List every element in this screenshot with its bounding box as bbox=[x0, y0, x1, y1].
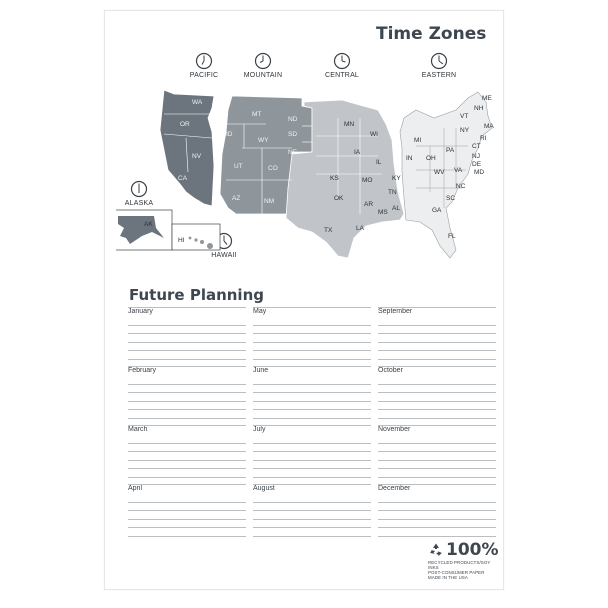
writing-line bbox=[253, 460, 371, 461]
future-planning-grid bbox=[128, 304, 496, 544]
svg-text:IN: IN bbox=[406, 155, 413, 162]
svg-text:AK: AK bbox=[144, 221, 153, 228]
writing-line bbox=[378, 342, 496, 343]
svg-text:WY: WY bbox=[258, 137, 269, 144]
writing-line bbox=[253, 468, 371, 469]
writing-line bbox=[378, 460, 496, 461]
month-block-june bbox=[253, 363, 371, 421]
writing-line bbox=[128, 392, 246, 393]
month-block-august bbox=[253, 481, 371, 539]
svg-text:OR: OR bbox=[180, 121, 190, 128]
month-block-september bbox=[378, 304, 496, 362]
svg-text:IL: IL bbox=[376, 159, 382, 166]
writing-line bbox=[378, 536, 496, 537]
writing-line bbox=[253, 536, 371, 537]
writing-line bbox=[253, 425, 371, 426]
writing-line bbox=[378, 333, 496, 334]
writing-line bbox=[253, 443, 371, 444]
writing-line bbox=[128, 536, 246, 537]
month-block-april bbox=[128, 481, 246, 539]
writing-line bbox=[128, 510, 246, 511]
writing-line bbox=[128, 409, 246, 410]
writing-line bbox=[128, 468, 246, 469]
writing-line bbox=[128, 325, 246, 326]
month-block-november bbox=[378, 422, 496, 480]
month-label: January bbox=[128, 308, 153, 315]
month-label: February bbox=[128, 367, 157, 374]
writing-line bbox=[253, 418, 371, 419]
writing-line bbox=[253, 519, 371, 520]
svg-text:KS: KS bbox=[330, 175, 339, 182]
svg-text:NJ: NJ bbox=[472, 153, 480, 160]
svg-text:CO: CO bbox=[268, 165, 278, 172]
writing-line bbox=[253, 392, 371, 393]
svg-text:WV: WV bbox=[434, 169, 445, 176]
writing-line bbox=[378, 418, 496, 419]
writing-line bbox=[128, 443, 246, 444]
writing-line bbox=[378, 484, 496, 485]
svg-text:HI: HI bbox=[178, 237, 185, 244]
eastern-clock bbox=[409, 52, 469, 79]
svg-text:CT: CT bbox=[472, 143, 481, 150]
svg-text:VT: VT bbox=[460, 113, 469, 120]
clock-label-mountain: MOUNTAIN bbox=[243, 72, 283, 79]
month-block-july bbox=[253, 422, 371, 480]
recycle-line-3: MADE IN THE USA bbox=[428, 575, 468, 580]
clock-icon bbox=[333, 52, 351, 70]
svg-text:NH: NH bbox=[474, 105, 484, 112]
writing-line bbox=[378, 519, 496, 520]
month-label: June bbox=[253, 367, 269, 374]
writing-line bbox=[378, 325, 496, 326]
writing-line bbox=[253, 451, 371, 452]
writing-line bbox=[378, 443, 496, 444]
month-block-october bbox=[378, 363, 496, 421]
month-label: April bbox=[128, 485, 143, 492]
month-label: September bbox=[378, 308, 413, 315]
svg-text:NY: NY bbox=[460, 127, 470, 134]
month-label: May bbox=[253, 308, 267, 315]
writing-line bbox=[378, 502, 496, 503]
writing-line bbox=[128, 460, 246, 461]
svg-text:MI: MI bbox=[414, 137, 422, 144]
month-label: October bbox=[378, 367, 403, 374]
month-label: July bbox=[253, 426, 266, 433]
writing-line bbox=[253, 342, 371, 343]
writing-line bbox=[378, 392, 496, 393]
writing-line bbox=[253, 401, 371, 402]
month-label: November bbox=[378, 426, 411, 433]
svg-text:NV: NV bbox=[192, 153, 202, 160]
writing-line bbox=[378, 401, 496, 402]
svg-text:TX: TX bbox=[324, 227, 333, 234]
month-block-march bbox=[128, 422, 246, 480]
month-label: August bbox=[253, 485, 275, 492]
clock-label-hawaii: HAWAII bbox=[211, 252, 237, 259]
writing-line bbox=[253, 350, 371, 351]
recycle-line-2: POST-CONSUMER PAPER bbox=[428, 570, 485, 575]
clock-icon bbox=[195, 52, 213, 70]
svg-text:KY: KY bbox=[392, 175, 401, 182]
pacific-zone bbox=[160, 90, 214, 206]
svg-text:UT: UT bbox=[234, 163, 243, 170]
writing-line bbox=[128, 307, 246, 308]
svg-text:ND: ND bbox=[288, 116, 298, 123]
month-label: March bbox=[128, 426, 148, 433]
writing-line bbox=[253, 409, 371, 410]
writing-line bbox=[128, 366, 246, 367]
svg-text:MO: MO bbox=[362, 177, 373, 184]
central-clock bbox=[312, 52, 372, 79]
svg-text:AL: AL bbox=[392, 205, 400, 212]
svg-text:MT: MT bbox=[252, 111, 262, 118]
svg-text:IA: IA bbox=[354, 149, 361, 156]
writing-line bbox=[253, 502, 371, 503]
writing-line bbox=[253, 477, 371, 478]
writing-line bbox=[128, 451, 246, 452]
recycle-icon bbox=[428, 542, 444, 558]
recycle-badge bbox=[428, 540, 500, 580]
svg-text:RI: RI bbox=[480, 135, 487, 142]
svg-text:WI: WI bbox=[370, 131, 378, 138]
writing-line bbox=[128, 477, 246, 478]
recycle-line-1: RECYCLED PRODUCTS/SOY INKS bbox=[428, 560, 491, 570]
svg-text:AZ: AZ bbox=[232, 195, 241, 202]
writing-line bbox=[378, 384, 496, 385]
svg-text:MD: MD bbox=[474, 169, 485, 176]
writing-line bbox=[128, 484, 246, 485]
clock-label-pacific: PACIFIC bbox=[189, 72, 219, 79]
month-block-december bbox=[378, 481, 496, 539]
svg-text:MN: MN bbox=[344, 121, 355, 128]
time-zones-title: Time Zones bbox=[376, 24, 487, 44]
writing-line bbox=[253, 325, 371, 326]
writing-line bbox=[378, 425, 496, 426]
writing-line bbox=[253, 366, 371, 367]
svg-text:CA: CA bbox=[178, 175, 188, 182]
svg-text:GA: GA bbox=[432, 207, 442, 214]
writing-line bbox=[253, 384, 371, 385]
writing-line bbox=[378, 527, 496, 528]
future-planning-title: Future Planning bbox=[129, 286, 264, 304]
svg-text:ID: ID bbox=[226, 131, 233, 138]
svg-text:NM: NM bbox=[264, 198, 275, 205]
clock-label-central: CENTRAL bbox=[324, 72, 360, 79]
month-block-january bbox=[128, 304, 246, 362]
writing-line bbox=[128, 401, 246, 402]
svg-text:OK: OK bbox=[334, 195, 344, 202]
recycle-percent: 100% bbox=[446, 540, 499, 560]
clock-icon bbox=[430, 52, 448, 70]
writing-line bbox=[128, 333, 246, 334]
writing-line bbox=[378, 307, 496, 308]
svg-text:MS: MS bbox=[378, 209, 388, 216]
svg-text:LA: LA bbox=[356, 225, 364, 232]
writing-line bbox=[128, 418, 246, 419]
writing-line bbox=[378, 451, 496, 452]
svg-text:NC: NC bbox=[456, 183, 466, 190]
writing-line bbox=[378, 350, 496, 351]
writing-line bbox=[378, 510, 496, 511]
writing-line bbox=[253, 484, 371, 485]
writing-line bbox=[128, 519, 246, 520]
writing-line bbox=[128, 359, 246, 360]
writing-line bbox=[128, 527, 246, 528]
svg-text:SC: SC bbox=[446, 195, 456, 202]
writing-line bbox=[378, 477, 496, 478]
writing-line bbox=[253, 333, 371, 334]
svg-text:WA: WA bbox=[192, 99, 203, 106]
writing-line bbox=[128, 425, 246, 426]
svg-text:MA: MA bbox=[484, 123, 494, 130]
svg-text:FL: FL bbox=[448, 233, 456, 240]
svg-text:TN: TN bbox=[388, 189, 397, 196]
svg-text:SD: SD bbox=[288, 131, 298, 138]
writing-line bbox=[378, 468, 496, 469]
svg-text:ME: ME bbox=[482, 95, 492, 102]
us-time-zone-map bbox=[116, 88, 496, 268]
pacific-clock bbox=[174, 52, 234, 79]
recycle-percent-row bbox=[428, 540, 500, 560]
writing-line bbox=[253, 510, 371, 511]
clock-icon bbox=[254, 52, 272, 70]
svg-text:VA: VA bbox=[454, 167, 463, 174]
writing-line bbox=[378, 359, 496, 360]
writing-line bbox=[128, 342, 246, 343]
svg-text:NE: NE bbox=[288, 149, 298, 156]
svg-text:DE: DE bbox=[472, 161, 482, 168]
writing-line bbox=[253, 527, 371, 528]
month-block-february bbox=[128, 363, 246, 421]
mountain-clock bbox=[233, 52, 293, 79]
svg-text:PA: PA bbox=[446, 147, 455, 154]
writing-line bbox=[128, 350, 246, 351]
writing-line bbox=[378, 409, 496, 410]
writing-line bbox=[128, 502, 246, 503]
month-block-may bbox=[253, 304, 371, 362]
writing-line bbox=[253, 307, 371, 308]
writing-line bbox=[378, 366, 496, 367]
writing-line bbox=[128, 384, 246, 385]
svg-text:OH: OH bbox=[426, 155, 436, 162]
writing-line bbox=[253, 359, 371, 360]
clock-label-alaska: ALASKA bbox=[124, 200, 154, 207]
month-label: December bbox=[378, 485, 411, 492]
clock-label-eastern: EASTERN bbox=[421, 72, 457, 79]
svg-text:AR: AR bbox=[364, 201, 374, 208]
